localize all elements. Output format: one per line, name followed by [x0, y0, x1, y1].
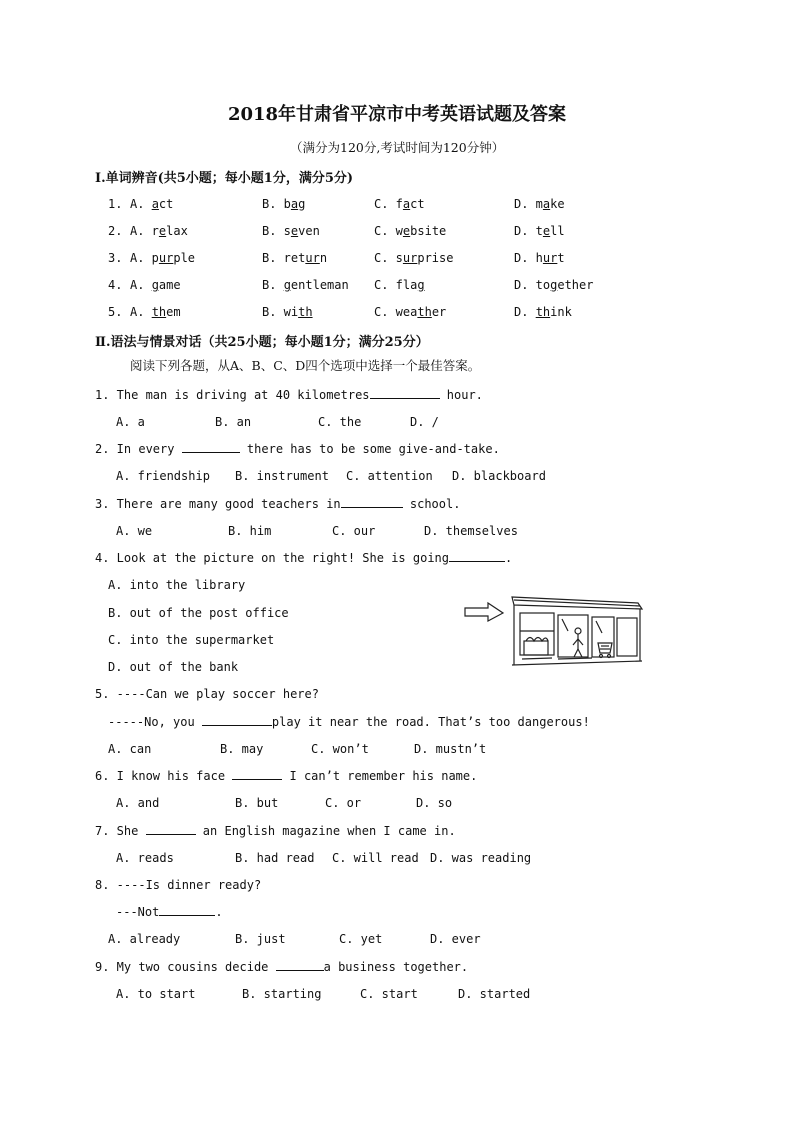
- option-b: B. had read: [235, 851, 315, 865]
- question-8-reply: [116, 905, 223, 919]
- word-part: ll: [550, 224, 565, 238]
- option-d: D. /: [410, 415, 439, 429]
- question-5-reply-end: play it near the road. That’s too dangerous!: [271, 715, 590, 729]
- question-7-text: 7. She: [95, 824, 146, 838]
- underlined-letters: th: [298, 305, 313, 319]
- question-8-reply-text: ---Not: [116, 905, 160, 919]
- answer-blank: [159, 905, 215, 916]
- word-option-a: [130, 251, 195, 265]
- question-3-text-end: school.: [402, 497, 461, 511]
- word-part: n: [319, 251, 328, 265]
- option-b: B. may: [220, 742, 264, 756]
- subtitle: （满分为120分,考试时间为120分钟）: [290, 140, 505, 155]
- answer-blank: [276, 960, 324, 971]
- word-option-c: [374, 224, 446, 238]
- answer-blank: [449, 551, 505, 562]
- question-6: [95, 769, 477, 783]
- question-1-text: 1. The man is driving at 40 kilometres: [95, 388, 370, 402]
- question-2-text: 2. In every: [95, 442, 182, 456]
- question-3: [95, 497, 460, 511]
- option-d: D. out of the bank: [108, 660, 239, 674]
- word-option-b: [262, 251, 327, 265]
- word-part: A.: [130, 197, 152, 211]
- option-d: D. mustn’t: [414, 742, 487, 756]
- word-part: D. t: [514, 224, 543, 238]
- option-c: C. yet: [339, 932, 383, 946]
- option-d: D. so: [416, 796, 453, 810]
- word-part: A.: [130, 305, 152, 319]
- word-part: C. wea: [374, 305, 418, 319]
- answer-blank: [202, 715, 272, 726]
- underlined-letters: e: [290, 224, 299, 238]
- word-option-c: [374, 278, 425, 292]
- underlined-letters: a: [151, 197, 159, 211]
- option-b: B. but: [235, 796, 279, 810]
- option-a: A. a: [116, 415, 145, 429]
- option-b: B. starting: [242, 987, 322, 1001]
- word-part: A. r: [130, 224, 159, 238]
- question-7-text-end: an English magazine when I came in.: [195, 824, 456, 838]
- row-number: 3.: [108, 251, 123, 265]
- question-5: 5. ----Can we play soccer here?: [95, 687, 319, 701]
- option-d: D. started: [458, 987, 531, 1001]
- option-b: B. out of the post office: [108, 606, 289, 620]
- question-9: [95, 960, 468, 974]
- underlined-letters: a: [542, 197, 551, 211]
- word-part: C. fla: [374, 278, 418, 292]
- underlined-letters: a: [402, 197, 411, 211]
- question-4-text: 4. Look at the picture on the right! She is going: [95, 551, 450, 565]
- option-b: B. instrument: [235, 469, 329, 483]
- option-c: C. into the supermarket: [108, 633, 275, 647]
- question-6-text-end: I can’t remember his name.: [282, 769, 478, 783]
- word-part: D. h: [514, 251, 543, 265]
- row-number: 1.: [108, 197, 123, 211]
- section-2-instruction: 阅读下列各题，从A、B、C、D四个选项中选择一个最佳答案。: [130, 358, 481, 373]
- answer-blank: [146, 824, 196, 835]
- page-title: 2018年甘肃省平凉市中考英语试题及答案: [227, 104, 567, 125]
- section-1-heading: I.单词辨音(共5小题；每小题1分，满分5分): [95, 171, 354, 186]
- word-part: A. p: [130, 251, 159, 265]
- option-a: A. already: [108, 932, 181, 946]
- word-part: ple: [173, 251, 196, 265]
- word-part: t: [557, 251, 565, 265]
- word-part: ke: [550, 197, 565, 211]
- row-number: 4.: [108, 278, 123, 292]
- option-d: D. blackboard: [452, 469, 546, 483]
- question-4-text-end: .: [505, 551, 513, 565]
- option-a: A. friendship: [116, 469, 210, 483]
- underlined-letters: g: [417, 278, 425, 292]
- storefront-illustration: [462, 591, 644, 669]
- option-d: D. ever: [430, 932, 481, 946]
- word-part: C. f: [374, 197, 403, 211]
- underlined-letters: ur: [402, 251, 418, 265]
- underlined-letters: a: [290, 197, 299, 211]
- answer-blank: [182, 442, 240, 453]
- option-d: D. themselves: [424, 524, 518, 538]
- arrow-icon: [465, 603, 503, 621]
- question-8-reply-end: .: [215, 905, 223, 919]
- question-9-text: 9. My two cousins decide: [95, 960, 276, 974]
- word-part: ether: [557, 278, 594, 292]
- word-part: A.: [130, 278, 152, 292]
- word-part: ct: [158, 197, 174, 211]
- underlined-letters: e: [542, 224, 551, 238]
- underlined-letters: th: [535, 305, 551, 319]
- option-c: C. attention: [346, 469, 433, 483]
- word-part: ame: [158, 278, 181, 292]
- question-9-text-end: a business together.: [323, 960, 469, 974]
- option-c: C. or: [325, 796, 362, 810]
- word-part: entleman: [290, 278, 349, 292]
- word-option-c: [374, 251, 453, 265]
- question-6-text: 6. I know his face: [95, 769, 233, 783]
- answer-blank: [370, 388, 440, 399]
- option-c: C. the: [318, 415, 362, 429]
- question-1-text-end: hour.: [439, 388, 483, 402]
- option-c: C. start: [360, 987, 418, 1001]
- word-part: D. m: [514, 197, 543, 211]
- word-part: ink: [550, 305, 572, 319]
- question-4: [95, 551, 512, 565]
- option-c: C. our: [332, 524, 376, 538]
- word-option-b: [262, 224, 320, 238]
- option-a: A. can: [108, 742, 152, 756]
- word-option-c: [374, 197, 425, 211]
- word-option-a: [130, 197, 173, 211]
- section-2-heading: Ⅱ.语法与情景对话（共25小题；每小题1分；满分25分）: [95, 335, 429, 350]
- word-part: C. w: [374, 224, 403, 238]
- question-2: [95, 442, 500, 456]
- underlined-letters: ur: [158, 251, 174, 265]
- word-part: prise: [417, 251, 454, 265]
- option-a: A. to start: [116, 987, 196, 1001]
- word-part: B.: [262, 278, 284, 292]
- word-option-d: [514, 305, 572, 319]
- question-2-text-end: there has to be some give-and-take.: [239, 442, 500, 456]
- underlined-letters: ur: [305, 251, 320, 265]
- word-part: em: [166, 305, 181, 319]
- word-part: B. ret: [262, 251, 306, 265]
- underlined-letters: e: [158, 224, 167, 238]
- option-c: C. will read: [332, 851, 419, 865]
- word-part: D. to: [514, 278, 551, 292]
- word-part: C. s: [374, 251, 403, 265]
- word-part: ven: [298, 224, 320, 238]
- word-part: g: [298, 197, 306, 211]
- answer-blank: [341, 497, 403, 508]
- underlined-letters: th: [417, 305, 432, 319]
- question-5-reply: [108, 715, 590, 729]
- underlined-letters: g: [550, 278, 558, 292]
- word-option-a: [130, 305, 181, 319]
- word-option-c: [374, 305, 446, 319]
- answer-blank: [232, 769, 282, 780]
- word-part: B. s: [262, 224, 291, 238]
- underlined-letters: g: [151, 278, 159, 292]
- underlined-letters: g: [283, 278, 291, 292]
- option-a: A. into the library: [108, 578, 246, 592]
- option-b: B. an: [215, 415, 252, 429]
- question-7: [95, 824, 456, 838]
- option-a: A. reads: [116, 851, 174, 865]
- question-1: [95, 388, 483, 402]
- question-8: 8. ----Is dinner ready?: [95, 878, 262, 892]
- word-part: ct: [410, 197, 425, 211]
- word-option-d: [514, 278, 593, 292]
- underlined-letters: ur: [542, 251, 558, 265]
- word-option-d: [514, 224, 565, 238]
- option-c: C. won’t: [311, 742, 369, 756]
- word-part: B. wi: [262, 305, 299, 319]
- word-part: B. b: [262, 197, 291, 211]
- word-option-a: [130, 278, 181, 292]
- word-option-b: [262, 278, 349, 292]
- word-option-d: [514, 197, 565, 211]
- underlined-letters: th: [151, 305, 167, 319]
- word-option-b: [262, 305, 313, 319]
- word-option-a: [130, 224, 188, 238]
- option-a: A. and: [116, 796, 160, 810]
- word-part: D.: [514, 305, 536, 319]
- word-part: bsite: [410, 224, 447, 238]
- option-b: B. just: [235, 932, 286, 946]
- option-d: D. was reading: [430, 851, 532, 865]
- question-5-reply-text: -----No, you: [108, 715, 202, 729]
- row-number: 5.: [108, 305, 123, 319]
- option-b: B. him: [228, 524, 272, 538]
- underlined-letters: e: [402, 224, 411, 238]
- option-a: A. we: [116, 524, 153, 538]
- word-part: lax: [166, 224, 188, 238]
- word-part: er: [431, 305, 447, 319]
- question-3-text: 3. There are many good teachers in: [95, 497, 341, 511]
- word-option-d: [514, 251, 565, 265]
- word-option-b: [262, 197, 305, 211]
- row-number: 2.: [108, 224, 123, 238]
